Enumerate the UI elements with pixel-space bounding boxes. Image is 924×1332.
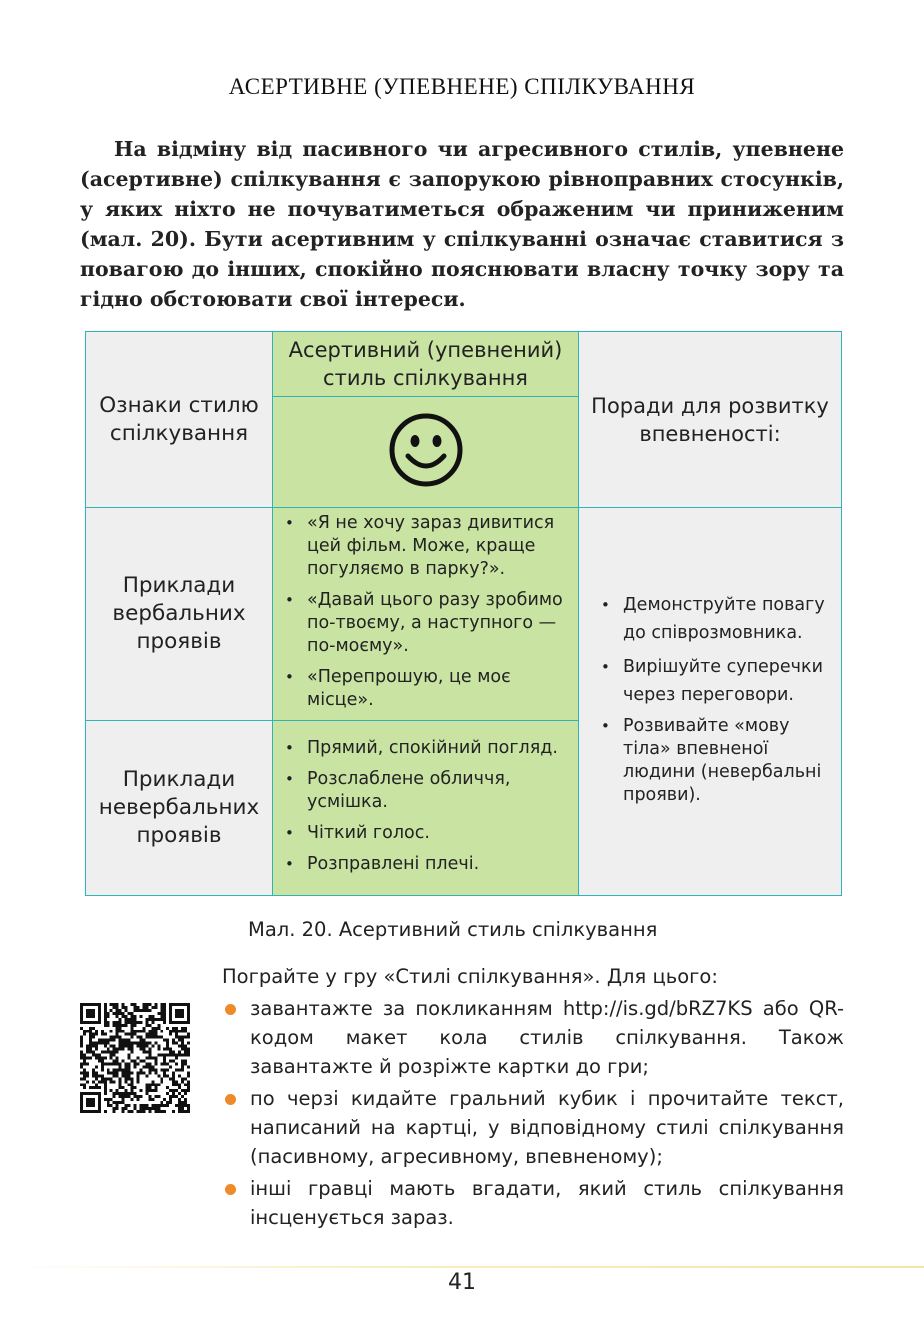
list-item: • Чіткий голос. (285, 822, 578, 845)
list-item: • Розслаблене обличчя, усмішка. (285, 768, 578, 814)
game-steps-list (222, 994, 844, 1232)
tips-header-label: Поради для розвитку впевненості: (591, 393, 829, 446)
verbal-examples-list (273, 512, 578, 712)
assertive-header-label: Асертивний (упевнений) стиль спілкування (288, 338, 563, 390)
smiley-cell (273, 397, 579, 508)
qr-code-icon[interactable] (80, 1003, 190, 1113)
list-item: • Розвивайте «мову тіла» впевненої людини (невербальні прояви). (601, 715, 841, 807)
game-step-text: по черзі кидайте гральний кубик і прочитайте текст, написаний на картці, у відповідному стилі спілкування (пасивному, агресивному, впевненому); (250, 1087, 844, 1168)
signs-header-cell (86, 332, 273, 508)
list-item: • «Я не хочу зараз дивитися цей фільм. Може, краще погуляємо в парку?». (285, 512, 578, 581)
list-item (222, 1174, 844, 1232)
assertive-style-table (85, 331, 842, 896)
bullet-icon (225, 1004, 236, 1015)
list-item: • «Давай цього разу зробимо по-твоєму, а наступного — по-моєму». (285, 589, 578, 658)
intro-paragraph: На відміну від пасивного чи агресивного стилів, упевнене (асертивне) спілкування є запорукою рівноправних стосунків, у яких ніхто не почуватиметься ображеним чи приниженим (мал. 20). Бути асертивним у спілкуванні означає ставитися з повагою до інших, спокійно пояснювати власну точку зору та гідно обстоювати свої інтереси. (80, 137, 844, 311)
list-item (222, 1084, 844, 1171)
list-item: • Прямий, спокійний погляд. (285, 737, 578, 760)
tips-list (579, 591, 841, 807)
list-item: • Розправлені плечі. (285, 853, 578, 876)
list-item: • «Перепрошую, це моє місце». (285, 666, 578, 712)
game-step-text: завантажте за покликанням http://is.gd/bRZ7KS або QR-кодом макет кола стилів спілкування. Також завантажте й розріжте картки до гри; (250, 997, 844, 1078)
verbal-label: Приклади вербальних проявів (112, 573, 246, 654)
bullet-icon (225, 1184, 236, 1195)
nonverbal-examples-cell (273, 721, 579, 896)
game-step-text: інші гравці мають вгадати, який стиль спілкування інсценується зараз. (250, 1177, 844, 1229)
verbal-label-cell (86, 508, 273, 721)
figure-caption: Мал. 20. Асертивний стиль спілкування (248, 918, 658, 941)
section-heading: АСЕРТИВНЕ (УПЕВНЕНЕ) СПІЛКУВАННЯ (228, 74, 696, 99)
tips-header-cell (579, 332, 842, 508)
verbal-examples-cell (273, 508, 579, 721)
page-number: 41 (448, 1270, 476, 1295)
list-item (222, 994, 844, 1081)
game-instructions (222, 962, 844, 1235)
footer-divider (0, 1266, 924, 1268)
game-intro: Пограйте у гру «Стилі спілкування». Для цього: (222, 965, 718, 988)
nonverbal-label-cell (86, 721, 273, 896)
list-item: • Демонструйте повагу до співрозмовника. (601, 591, 841, 647)
assertive-header-cell (273, 332, 579, 397)
nonverbal-label: Приклади невербальних проявів (98, 767, 260, 848)
list-item: • Вирішуйте суперечки через переговори. (601, 653, 841, 709)
signs-header-label: Ознаки стилю спілкування (99, 392, 259, 446)
bullet-icon (225, 1094, 236, 1105)
tips-cell (579, 508, 842, 896)
nonverbal-examples-list (273, 737, 578, 876)
smiley-face-icon (388, 412, 464, 488)
